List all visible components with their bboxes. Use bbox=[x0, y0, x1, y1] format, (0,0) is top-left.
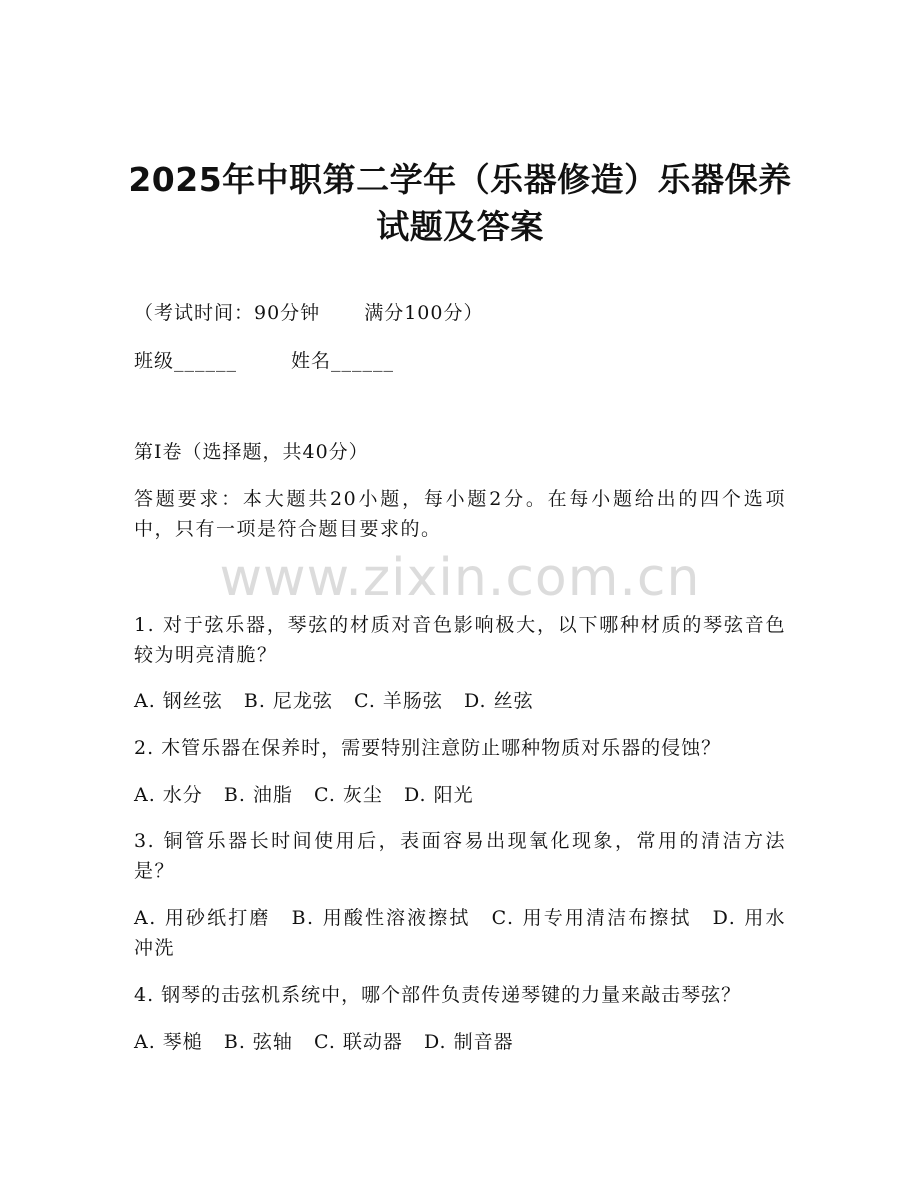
option-c: C. 羊肠弦 bbox=[353, 690, 443, 712]
class-field: 班级______ bbox=[134, 350, 238, 372]
option-d: D. 丝弦 bbox=[463, 690, 534, 712]
name-field: 姓名______ bbox=[291, 350, 395, 372]
student-info bbox=[134, 346, 794, 376]
exam-score: 满分100分） bbox=[364, 302, 484, 324]
option-a: A. 水分 bbox=[134, 784, 203, 806]
question-options: A. 用砂纸打磨 B. 用酸性溶液擦拭 C. 用专用清洁布擦拭 D. 用水冲洗 bbox=[134, 907, 786, 959]
option-a: A. 琴槌 bbox=[134, 1031, 203, 1053]
section-heading: 第Ⅰ卷（选择题，共40分） bbox=[134, 441, 369, 463]
watermark: www.zixin.com.cn bbox=[219, 548, 701, 608]
document-title-line-1: 2025年中职第二学年（乐器修造）乐器保养 bbox=[128, 160, 792, 199]
option-b: B. 弦轴 bbox=[223, 1031, 293, 1053]
question-stem: 3. 铜管乐器长时间使用后，表面容易出现氧化现象，常用的清洁方法是？ bbox=[134, 830, 786, 882]
question-stem: 4. 钢琴的击弦机系统中，哪个部件负责传递琴键的力量来敲击琴弦？ bbox=[134, 984, 742, 1006]
option-c: C. 灰尘 bbox=[313, 784, 383, 806]
option-a: A. 钢丝弦 bbox=[134, 690, 223, 712]
option-c: C. 联动器 bbox=[313, 1031, 403, 1053]
question-stem: 2. 木管乐器在保养时，需要特别注意防止哪种物质对乐器的侵蚀？ bbox=[134, 737, 722, 759]
option-d: D. 制音器 bbox=[423, 1031, 514, 1053]
question-options bbox=[134, 1027, 794, 1057]
question-stem: 1. 对于弦乐器，琴弦的材质对音色影响极大，以下哪种材质的琴弦音色较为明亮清脆？ bbox=[134, 614, 786, 666]
question-options bbox=[134, 686, 794, 716]
exam-info bbox=[134, 298, 794, 328]
option-d: D. 阳光 bbox=[403, 784, 474, 806]
document-title-line-2: 试题及答案 bbox=[376, 207, 544, 246]
option-b: B. 尼龙弦 bbox=[243, 690, 333, 712]
exam-time: （考试时间：90分钟 bbox=[134, 302, 321, 324]
section-instruction: 答题要求：本大题共20小题，每小题2分。在每小题给出的四个选项中，只有一项是符合题目要求的。 bbox=[134, 488, 786, 540]
option-b: B. 油脂 bbox=[223, 784, 293, 806]
question-options bbox=[134, 780, 794, 810]
